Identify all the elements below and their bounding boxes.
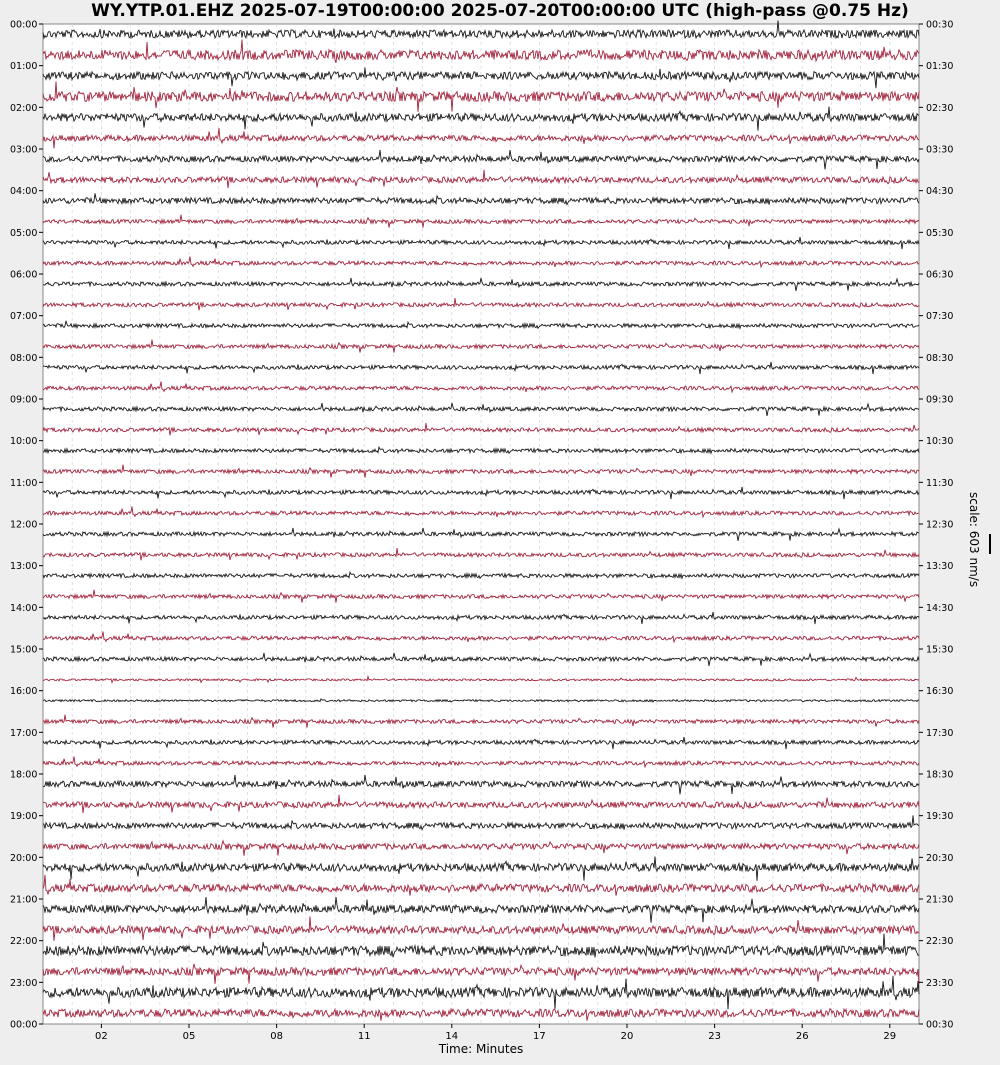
x-tick-label: 26 — [795, 1031, 809, 1042]
right-hour-label: 07:30 — [926, 311, 954, 323]
x-tick-label: 11 — [357, 1031, 371, 1042]
right-hour-label: 01:30 — [926, 61, 954, 73]
scale-text: scale: 603 nm/s — [967, 492, 981, 588]
right-hour-label: 03:30 — [926, 144, 954, 156]
left-hour-label: 10:00 — [10, 436, 38, 448]
left-hour-label: 00:00 — [10, 1019, 38, 1031]
left-hour-label: 11:00 — [10, 477, 38, 489]
x-tick-label: 05 — [182, 1031, 196, 1042]
right-hour-label: 05:30 — [926, 227, 954, 239]
left-hour-label: 03:00 — [10, 144, 38, 156]
right-hour-label: 06:30 — [926, 269, 954, 281]
right-hour-label: 04:30 — [926, 186, 954, 198]
x-tick-label: 20 — [620, 1031, 634, 1042]
left-hour-label: 05:00 — [10, 227, 38, 239]
right-hour-label: 20:30 — [926, 852, 954, 864]
x-tick-label: 08 — [270, 1031, 283, 1042]
right-hour-label: 12:30 — [926, 519, 954, 531]
left-hour-label: 20:00 — [10, 852, 38, 864]
left-hour-label: 02:00 — [10, 102, 38, 114]
x-tick-label: 17 — [533, 1031, 546, 1042]
right-hour-label: 17:30 — [926, 727, 954, 739]
right-hour-label: 10:30 — [926, 436, 954, 448]
right-hour-label: 13:30 — [926, 561, 954, 573]
left-hour-label: 08:00 — [10, 352, 38, 364]
x-tick-label: 02 — [95, 1031, 108, 1042]
left-hour-label: 22:00 — [10, 936, 38, 948]
left-hour-label: 13:00 — [10, 561, 38, 573]
left-hour-label: 18:00 — [10, 769, 38, 781]
left-hour-label: 04:00 — [10, 186, 38, 198]
left-hour-label: 07:00 — [10, 311, 38, 323]
right-hour-label: 11:30 — [926, 477, 954, 489]
left-hour-label: 01:00 — [10, 61, 38, 73]
right-hour-label: 09:30 — [926, 394, 954, 406]
right-hour-label: 15:30 — [926, 644, 954, 656]
scale-label — [967, 492, 987, 612]
left-hour-label: 23:00 — [10, 977, 38, 989]
right-hour-label: 14:30 — [926, 602, 954, 614]
right-hour-label: 18:30 — [926, 769, 954, 781]
right-hour-label: 02:30 — [926, 102, 954, 114]
right-hour-label: 00:30 — [926, 1019, 954, 1031]
left-hour-label: 21:00 — [10, 894, 38, 906]
right-hour-label: 22:30 — [926, 936, 954, 948]
x-tick-label: 29 — [883, 1031, 897, 1042]
left-hour-label: 19:00 — [10, 811, 38, 823]
left-hour-label: 06:00 — [10, 269, 38, 281]
left-hour-label: 09:00 — [10, 394, 38, 406]
left-hour-label: 15:00 — [10, 644, 38, 656]
left-hour-label: 14:00 — [10, 602, 38, 614]
right-hour-label: 21:30 — [926, 894, 954, 906]
x-tick-label: 14 — [445, 1031, 459, 1042]
left-hour-label: 17:00 — [10, 727, 38, 739]
left-hour-label: 12:00 — [10, 519, 38, 531]
right-hour-label: 08:30 — [926, 352, 954, 364]
left-hour-label: 00:00 — [10, 19, 38, 31]
right-hour-label: 16:30 — [926, 686, 954, 698]
left-hour-label: 16:00 — [10, 686, 38, 698]
right-hour-label: 00:30 — [926, 19, 954, 31]
x-axis-label: Time: Minutes — [438, 1042, 524, 1056]
chart-title: WY.YTP.01.EHZ 2025-07-19T00:00:00 2025-07-20T00:00:00 UTC (high-pass @0.75 Hz) — [91, 1, 909, 21]
right-hour-label: 19:30 — [926, 811, 954, 823]
right-hour-label: 23:30 — [926, 977, 954, 989]
x-tick-label: 23 — [708, 1031, 721, 1042]
scale-bar — [989, 534, 991, 554]
